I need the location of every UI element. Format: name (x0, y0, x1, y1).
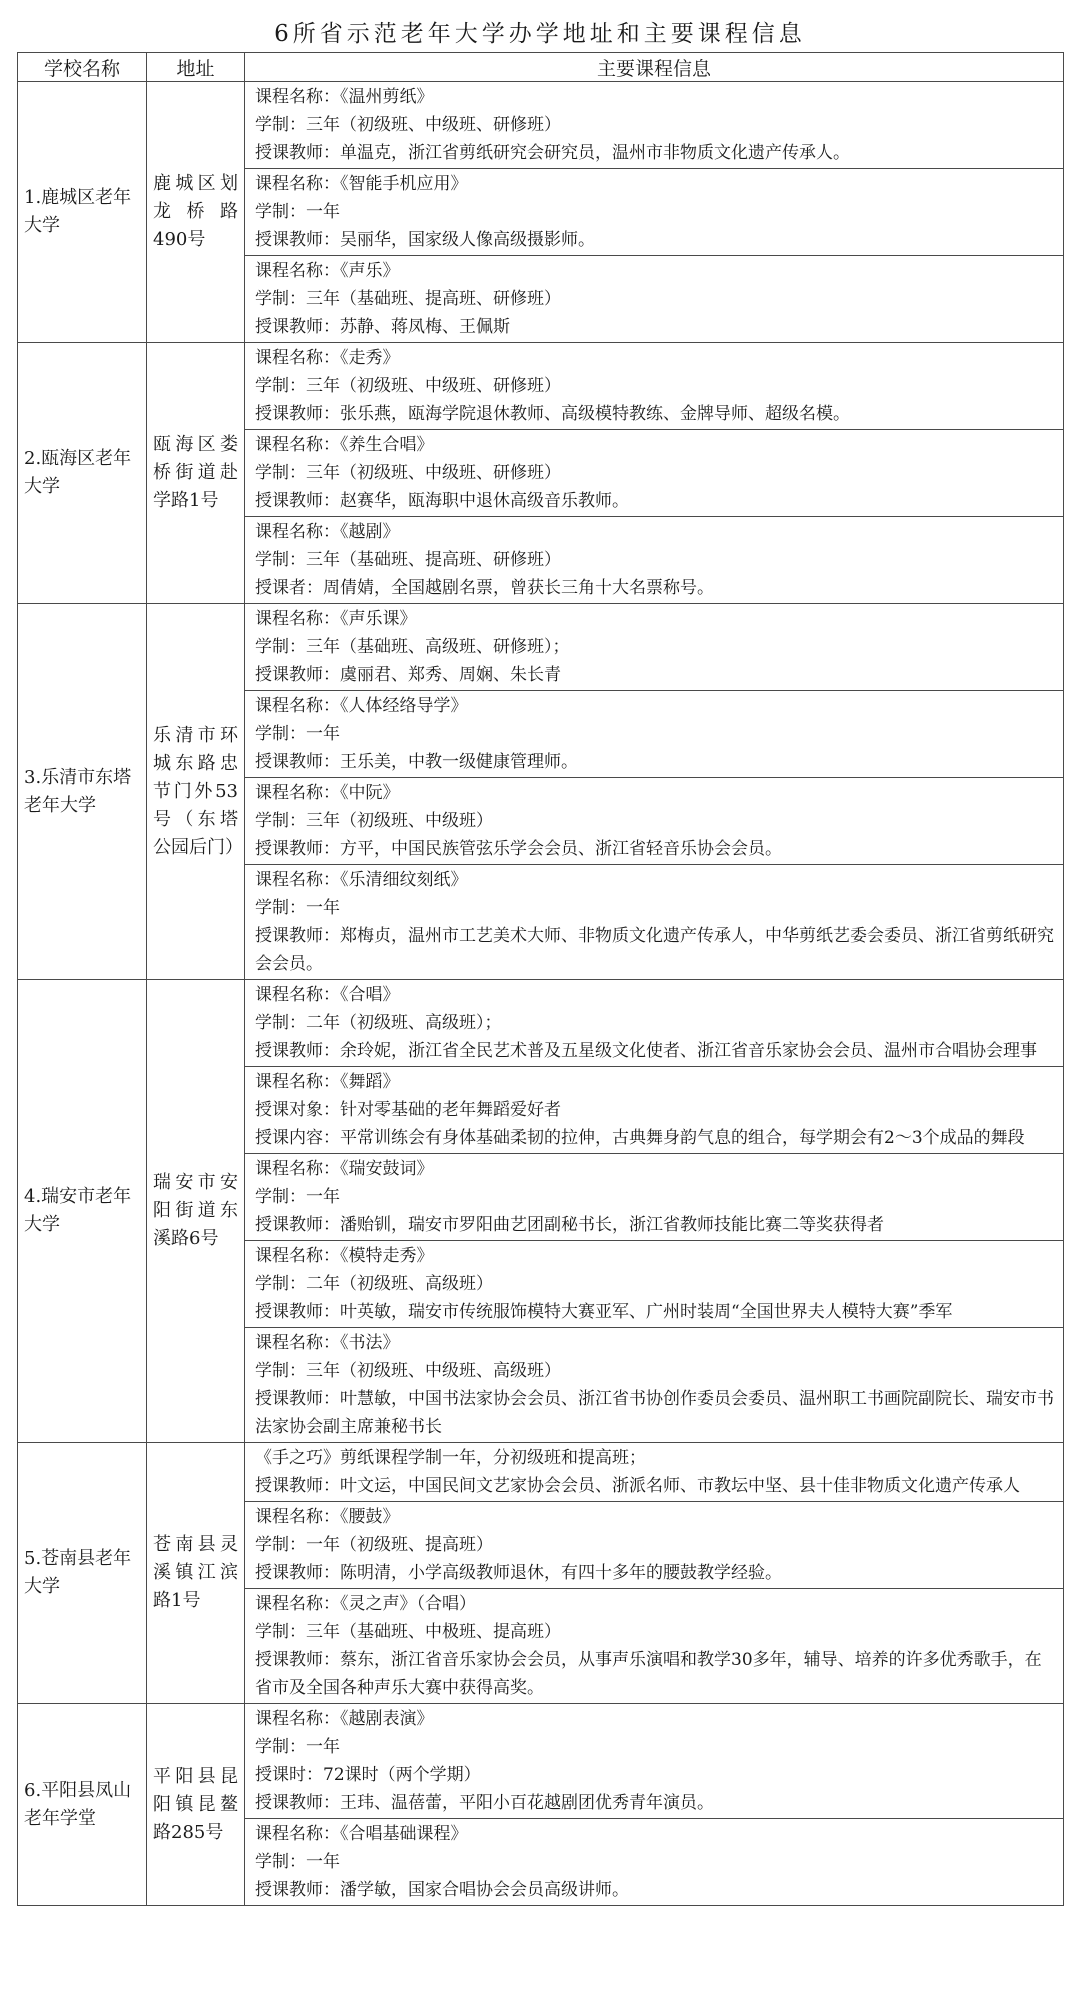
course-line: 授课教师：郑梅贞，温州市工艺美术大师、非物质文化遗产传承人，中华剪纸艺委会委员、浙江省剪纸研究会会员。 (255, 926, 1054, 974)
course-info (245, 343, 1064, 430)
course-line: 授课对象：针对零基础的老年舞蹈爱好者 (255, 1100, 561, 1120)
course-line: 授课教师：王玮、温蓓蕾，平阳小百花越剧团优秀青年演员。 (255, 1793, 714, 1813)
course-line: 授课教师：张乐燕，瓯海学院退休教师、高级模特教练、金牌导师、超级名模。 (255, 404, 850, 424)
course-info (245, 169, 1064, 256)
course-line: 学制：三年（基础班、中极班、提高班） (255, 1622, 561, 1642)
course-line: 课程名称：《合唱基础课程》 (255, 1824, 468, 1844)
course-line: 课程名称：《灵之声》（合唱） (255, 1594, 476, 1614)
course-line: 课程名称：《越剧》 (255, 522, 400, 542)
course-info (245, 82, 1064, 169)
course-line: 授课教师：单温克，浙江省剪纸研究会研究员，温州市非物质文化遗产传承人。 (255, 143, 850, 163)
table-row (18, 1443, 1064, 1502)
course-line: 课程名称：《瑞安鼓词》 (255, 1159, 434, 1179)
course-info (245, 1502, 1064, 1589)
course-line: 课程名称：《合唱》 (255, 985, 400, 1005)
course-line: 课程名称：《乐清细纹刻纸》 (255, 870, 468, 890)
course-line: 授课教师：苏静、蒋凤梅、王佩斯 (255, 317, 510, 337)
course-info (245, 778, 1064, 865)
table-row (18, 1704, 1064, 1819)
table-body (18, 82, 1064, 1906)
course-info (245, 604, 1064, 691)
course-line: 课程名称：《模特走秀》 (255, 1246, 434, 1266)
course-info (245, 1154, 1064, 1241)
course-line: 学制：一年 (255, 1737, 340, 1757)
course-line: 授课教师：潘学敏，国家合唱协会会员高级讲师。 (255, 1880, 629, 1900)
header-school: 学校名称 (18, 53, 147, 82)
course-line: 课程名称：《温州剪纸》 (255, 87, 434, 107)
school-address: 瓯海区娄桥街道赴学路1号 (147, 343, 245, 604)
course-info (245, 517, 1064, 604)
course-line: 授课教师：叶慧敏，中国书法家协会会员、浙江省书协创作委员会委员、温州职工书画院副院长、瑞安市书法家协会副主席兼秘书长 (255, 1389, 1054, 1437)
course-info (245, 1589, 1064, 1704)
header-courses: 主要课程信息 (245, 53, 1064, 82)
course-info (245, 865, 1064, 980)
course-line: 课程名称：《养生合唱》 (255, 435, 434, 455)
course-line: 《手之巧》剪纸课程学制一年，分初级班和提高班； (255, 1448, 646, 1468)
course-info (245, 430, 1064, 517)
course-line: 课程名称：《走秀》 (255, 348, 400, 368)
course-info (245, 1067, 1064, 1154)
course-line: 课程名称：《声乐》 (255, 261, 400, 281)
school-name: 6.平阳县凤山老年学堂 (18, 1704, 147, 1906)
table-row (18, 980, 1064, 1067)
course-info (245, 980, 1064, 1067)
course-line: 学制：一年 (255, 898, 340, 918)
course-table (17, 52, 1064, 1906)
table-row (18, 604, 1064, 691)
school-name: 5.苍南县老年大学 (18, 1443, 147, 1704)
course-line: 学制：三年（基础班、提高班、研修班） (255, 289, 561, 309)
school-address: 苍南县灵溪镇江滨路1号 (147, 1443, 245, 1704)
course-line: 授课内容：平常训练会有身体基础柔韧的拉伸，古典舞身韵气息的组合，每学期会有2～3个成品的舞段 (255, 1128, 1025, 1148)
course-line: 课程名称：《人体经络导学》 (255, 696, 468, 716)
course-line: 课程名称：《越剧表演》 (255, 1709, 434, 1729)
course-line: 授课教师：蔡东，浙江省音乐家协会会员，从事声乐演唱和教学30多年，辅导、培养的许多优秀歌手，在省市及全国各种声乐大赛中获得高奖。 (255, 1650, 1042, 1698)
course-line: 授课者：周倩婧，全国越剧名票，曾获长三角十大名票称号。 (255, 578, 714, 598)
course-line: 授课教师：余玲妮，浙江省全民艺术普及五星级文化使者、浙江省音乐家协会会员、温州市合唱协会理事 (255, 1041, 1037, 1061)
course-line: 学制：三年（基础班、高级班、研修班）； (255, 637, 570, 657)
course-line: 学制：三年（初级班、中级班、研修班） (255, 376, 561, 396)
school-name: 2.瓯海区老年大学 (18, 343, 147, 604)
course-line: 授课教师：虞丽君、郑秀、周娴、朱长青 (255, 665, 561, 685)
table-header-row (18, 53, 1064, 82)
course-line: 学制：三年（初级班、中级班） (255, 811, 493, 831)
course-info (245, 1241, 1064, 1328)
course-line: 学制：三年（初级班、中级班、高级班） (255, 1361, 561, 1381)
course-info (245, 1328, 1064, 1443)
course-line: 授课教师：叶英敏，瑞安市传统服饰模特大赛亚军、广州时装周“全国世界夫人模特大赛”季军 (255, 1302, 953, 1322)
course-line: 学制：一年 (255, 1187, 340, 1207)
course-line: 课程名称：《书法》 (255, 1333, 400, 1353)
header-address: 地址 (147, 53, 245, 82)
course-line: 授课教师：潘贻钏，瑞安市罗阳曲艺团副秘书长，浙江省教师技能比赛二等奖获得者 (255, 1215, 884, 1235)
document-title: 6所省示范老年大学办学地址和主要课程信息 (274, 21, 806, 47)
course-line: 学制：三年（初级班、中级班、研修班） (255, 115, 561, 135)
course-line: 授课时：72课时（两个学期） (255, 1765, 481, 1785)
course-info (245, 691, 1064, 778)
course-line: 学制：一年 (255, 202, 340, 222)
course-info (245, 1443, 1064, 1502)
course-line: 学制：三年（基础班、提高班、研修班） (255, 550, 561, 570)
course-line: 课程名称：《智能手机应用》 (255, 174, 468, 194)
course-info (245, 256, 1064, 343)
school-address: 鹿城区划龙桥路490号 (147, 82, 245, 343)
school-name: 3.乐清市东塔老年大学 (18, 604, 147, 980)
course-line: 课程名称：《中阮》 (255, 783, 400, 803)
school-name: 4.瑞安市老年大学 (18, 980, 147, 1443)
school-address: 平阳县昆阳镇昆鳌路285号 (147, 1704, 245, 1906)
course-line: 授课教师：陈明清，小学高级教师退休，有四十多年的腰鼓教学经验。 (255, 1563, 782, 1583)
course-line: 学制：一年 (255, 1852, 340, 1872)
course-line: 授课教师：叶文运，中国民间文艺家协会会员、浙派名师、市教坛中坚、县十佳非物质文化遗产传承人 (255, 1476, 1020, 1496)
course-line: 课程名称：《声乐课》 (255, 609, 417, 629)
course-line: 课程名称：《腰鼓》 (255, 1507, 400, 1527)
course-info (245, 1819, 1064, 1906)
course-line: 授课教师：赵赛华，瓯海职中退休高级音乐教师。 (255, 491, 629, 511)
course-line: 授课教师：王乐美，中教一级健康管理师。 (255, 752, 578, 772)
course-line: 学制：一年 (255, 724, 340, 744)
school-address: 瑞安市安阳街道东溪路6号 (147, 980, 245, 1443)
course-line: 学制：一年（初级班、提高班） (255, 1535, 493, 1555)
course-info (245, 1704, 1064, 1819)
course-line: 学制：三年（初级班、中级班、研修班） (255, 463, 561, 483)
course-line: 学制：二年（初级班、高级班） (255, 1274, 493, 1294)
school-name: 1.鹿城区老年大学 (18, 82, 147, 343)
course-line: 授课教师：吴丽华，国家级人像高级摄影师。 (255, 230, 595, 250)
school-address: 乐清市环城东路忠节门外53号（东塔公园后门） (147, 604, 245, 980)
course-line: 课程名称：《舞蹈》 (255, 1072, 400, 1092)
course-line: 学制：二年（初级班、高级班）； (255, 1013, 502, 1033)
course-line: 授课教师：方平，中国民族管弦乐学会会员、浙江省轻音乐协会会员。 (255, 839, 782, 859)
table-row (18, 82, 1064, 169)
table-row (18, 343, 1064, 430)
